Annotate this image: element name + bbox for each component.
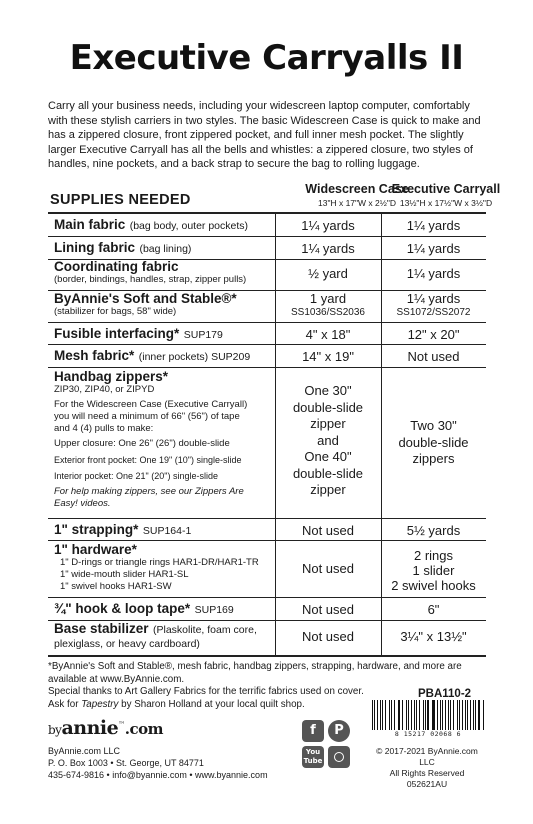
row-divider	[48, 540, 486, 541]
page-title: Executive Carryalls II	[69, 38, 464, 78]
col-executive-header	[376, 182, 516, 208]
row-hardware-executive: 2 rings 1 slider 2 swivel hooks	[391, 548, 476, 593]
row-mesh-label: Mesh fabric* (inner pockets) SUP209	[54, 348, 251, 363]
row-fusible-widescreen: 4" x 18"	[305, 327, 351, 342]
table-top-rule	[48, 212, 486, 214]
row-divider	[48, 518, 486, 519]
row-divider	[48, 367, 486, 368]
row-main-fabric-label: Main fabric (bag body, outer pockets)	[54, 217, 249, 232]
row-divider	[48, 344, 486, 345]
instagram-icon[interactable]	[328, 746, 350, 768]
row-divider	[48, 236, 486, 237]
row-main-fabric-widescreen: 1¼ yards	[301, 218, 355, 233]
col-executive-dims: 13½"H x 17½"W x 3½"D	[399, 198, 493, 208]
row-lining-fabric-label: Lining fabric (bag lining)	[54, 240, 192, 255]
row-strapping-widescreen: Not used	[301, 523, 355, 538]
row-soft-stable-executive: 1¼ yards SS1072/SS2072	[396, 291, 471, 318]
row-mesh-executive: Not used	[407, 349, 460, 364]
row-mesh-widescreen: 14" x 19"	[302, 349, 354, 364]
row-lining-fabric-widescreen: 1¼ yards	[301, 241, 355, 256]
row-hook-loop-widescreen: Not used	[301, 602, 355, 617]
pattern-code: PBA110-2	[418, 688, 472, 700]
row-zippers-label: Handbag zippers* ZIP30, ZIP40, or ZIPYD For the Widescreen Case (Executive Carryall) you will need a minimum of 66" (56") of tape and 4 (4) pulls to make: Upper closure: One 26" (26") double-slide Exterior front pocket: One 19" (10") single-slide Interior pocket: One 21" (20") single-slide For help making zippers, see our Zippers Are Easy! videos.	[54, 369, 248, 509]
row-divider	[48, 597, 486, 598]
row-base-stabilizer-label: Base stabilizer (Plaskolite, foam core, plexiglass, or heavy cardboard)	[54, 621, 257, 650]
tapestry-note: Ask for Tapestry by Sharon Holland at your local quilt shop.	[48, 698, 305, 710]
row-zippers-widescreen: One 30" double-slide zipper and One 40" double-slide zipper	[292, 383, 364, 497]
row-divider	[48, 322, 486, 323]
row-hardware-widescreen: Not used	[301, 561, 355, 576]
row-hardware-label: 1" hardware* 1" D-rings or triangle rings HAR1-DR/HAR1-TR 1" wide-mouth slider HAR1-SL 1" swivel hooks HAR1-SW	[54, 542, 259, 592]
barcode-number: 8 15217 02068 6	[394, 730, 462, 738]
barcode-bars	[372, 700, 484, 730]
col-widescreen-name: Widescreen Case	[305, 182, 409, 196]
row-zippers-executive: Two 30" double-slide zippers	[398, 418, 469, 466]
row-strapping-executive: 5½ yards	[406, 523, 461, 538]
youtube-icon[interactable]: You Tube	[302, 746, 324, 768]
row-fusible-executive: 12" x 20"	[407, 327, 460, 342]
row-hook-loop-executive: 6"	[427, 602, 440, 617]
row-coordinating-widescreen: ½ yard	[308, 266, 348, 281]
byannie-logo: byannie™.com	[48, 717, 163, 739]
pinterest-icon[interactable]: P	[328, 720, 350, 742]
barcode	[372, 700, 484, 740]
company-info: ByAnnie.com LLC P. O. Box 1003 • St. George, UT 84771 435-674-9816 • info@byannie.com • www.byannie.com	[48, 746, 268, 780]
row-hook-loop-label: ¾" hook & loop tape* SUP169	[54, 601, 234, 616]
row-base-stabilizer-executive: 3¼" x 13½"	[400, 629, 467, 644]
supplies-heading: SUPPLIES NEEDED	[50, 192, 191, 208]
row-strapping-label: 1" strapping* SUP164-1	[54, 522, 192, 537]
col-executive-name: Executive Carryall	[391, 182, 501, 196]
row-coordinating-executive: 1¼ yards	[406, 266, 461, 281]
row-lining-fabric-executive: 1¼ yards	[406, 241, 461, 256]
copyright-block: © 2017-2021 ByAnnie.com LLC All Rights Reserved 052621AU	[376, 746, 478, 789]
row-main-fabric-executive: 1¼ yards	[406, 218, 461, 233]
intro-paragraph: Carry all your business needs, including your widescreen laptop computer, comfortably with these stylish carriers in two styles. The basic Widescreen Case is quick to make and has a zippered closure, front zippered pocket, and full inner mesh pocket. The slightly larger Executive Carryall has all the bells and whistles: a zippered closure, two styles of handles, nine pockets, and a back strap to secure the bag to rolling luggage.	[48, 100, 481, 171]
col-widescreen-dims: 13"H x 17"W x 2½"D	[317, 198, 397, 208]
supplier-note: *ByAnnie's Soft and Stable®, mesh fabric, handbag zippers, strapping, hardware, and more are available at www.ByAnnie.com. Special thanks to Art Gallery Fabrics for the terrific fabrics used on cover. Ask for Tapestry by Sharon Holland at your local quilt shop.	[48, 661, 488, 711]
row-fusible-label: Fusible interfacing* SUP179	[54, 326, 223, 341]
row-coordinating-fabric-label: Coordinating fabric (border, bindings, handles, strap, zipper pulls)	[54, 259, 247, 285]
row-soft-stable-widescreen: 1 yard SS1036/SS2036	[291, 291, 365, 318]
facebook-icon[interactable]: f	[302, 720, 324, 742]
row-soft-stable-label: ByAnnie's Soft and Stable®* (stabilizer for bags, 58" wide)	[54, 291, 237, 317]
row-base-stabilizer-widescreen: Not used	[301, 629, 355, 644]
table-bottom-rule	[48, 655, 486, 657]
